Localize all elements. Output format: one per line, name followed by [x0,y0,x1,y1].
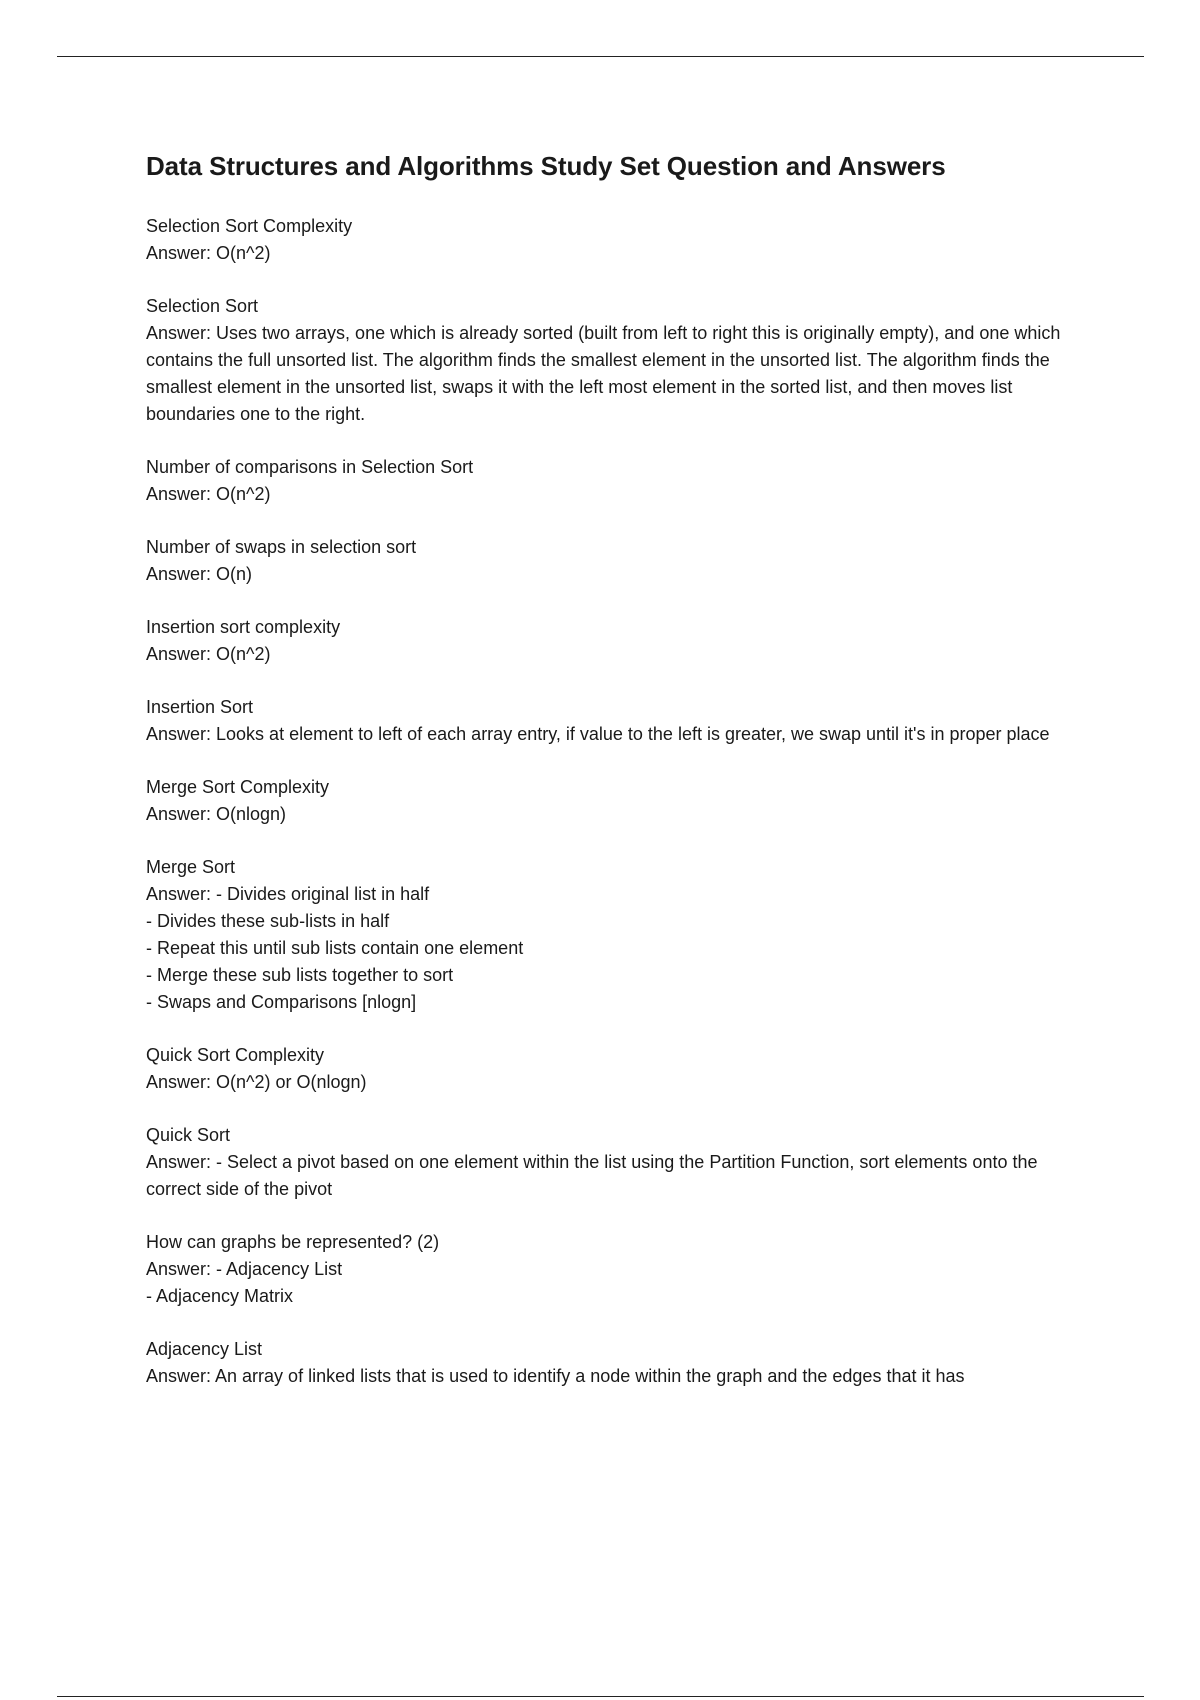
question-text: Insertion sort complexity [146,617,341,637]
answer-text: Answer: O(n) [146,564,253,584]
qa-item [146,293,1086,428]
document-body [146,146,1086,1416]
answer-bullet: - Divides these sub-lists in half [146,911,390,931]
qa-item [146,1229,1086,1310]
question-text: Selection Sort Complexity [146,216,353,236]
question-text: Insertion Sort [146,697,254,717]
header-rule [57,56,1144,57]
question-text: Quick Sort [146,1125,231,1145]
answer-text: Answer: O(nlogn) [146,804,287,824]
question-text: Number of comparisons in Selection Sort [146,457,474,477]
answer-text: Answer: O(n^2) [146,484,271,504]
answer-text: Answer: An array of linked lists that is used to identify a node within the graph and the edges that it has [146,1366,965,1386]
qa-item [146,614,1086,668]
answer-text: Answer: - Divides original list in half [146,884,430,904]
answer-bullet: - Adjacency Matrix [146,1286,294,1306]
qa-item [146,1336,1086,1390]
qa-item [146,534,1086,588]
answer-text: Answer: O(n^2) or O(nlogn) [146,1072,367,1092]
question-text: Merge Sort [146,857,236,877]
qa-item [146,854,1086,1016]
answer-text: Answer: O(n^2) [146,644,271,664]
question-text: Number of swaps in selection sort [146,537,417,557]
question-text: Quick Sort Complexity [146,1045,325,1065]
qa-item [146,774,1086,828]
answer-bullet: - Merge these sub lists together to sort [146,965,454,985]
question-text: How can graphs be represented? (2) [146,1232,440,1252]
qa-item [146,454,1086,508]
qa-item [146,1042,1086,1096]
answer-text: Answer: Uses two arrays, one which is already sorted (built from left to right this is originally empty), and one which contains the full unsorted list. The algorithm finds the smallest element in the unsorted list. The algorithm finds the smallest element in the unsorted list, swaps it with the left most element in the sorted list, and then moves list boundaries one to the right. [146,323,1066,424]
question-text: Adjacency List [146,1339,263,1359]
answer-text: Answer: Looks at element to left of each array entry, if value to the left is greater, we swap until it's in proper place [146,724,1050,744]
qa-item [146,1122,1086,1203]
page-title: Data Structures and Algorithms Study Set Question and Answers [146,151,946,181]
answer-text: Answer: - Adjacency List [146,1259,343,1279]
question-text: Merge Sort Complexity [146,777,330,797]
answer-bullet: - Repeat this until sub lists contain one element [146,938,524,958]
footer-rule [57,1696,1144,1697]
answer-text: Answer: O(n^2) [146,243,271,263]
qa-item [146,213,1086,267]
qa-item [146,694,1086,748]
answer-text: Answer: - Select a pivot based on one element within the list using the Partition Function, sort elements onto the correct side of the pivot [146,1152,1043,1199]
answer-bullet: - Swaps and Comparisons [nlogn] [146,992,417,1012]
question-text: Selection Sort [146,296,259,316]
